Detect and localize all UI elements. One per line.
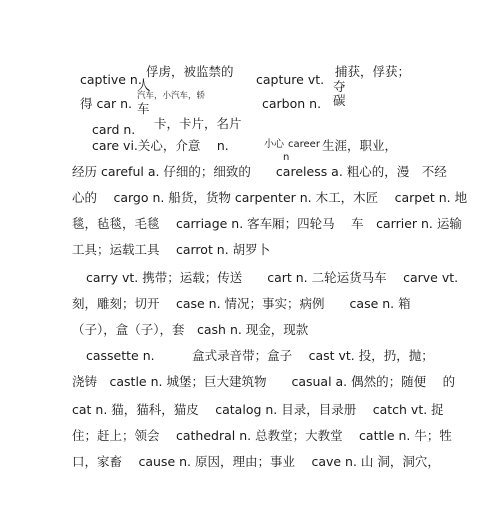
text-line: 住；赶上；领会 cathedral n. 总教堂；大教堂 cattle n. 牛；牲 — [72, 428, 452, 443]
gloss-car-cont: 车 — [137, 101, 150, 116]
entry-career: career — [288, 139, 320, 150]
entry-captive: captive n. — [80, 72, 142, 87]
text-line: 经历 careful a. 仔细的；细致的 careless a. 粗心的，漫 不经 — [72, 164, 447, 179]
gloss-card: 卡，卡片，名片 — [154, 116, 242, 131]
entry-card: card n. — [92, 122, 136, 137]
gloss-captive: 俘虏，被监禁的 — [146, 64, 234, 79]
gloss-career: 生涯，职业， — [322, 138, 398, 153]
gloss-capture-cont: 夺 — [333, 79, 346, 94]
text-line: cassette n. 盒式录音带；盒子 cast vt. 投，扔，抛； — [86, 348, 434, 363]
text-line: 口，家畜 cause n. 原因，理由；事业 cave n. 山 洞，洞穴， — [72, 454, 440, 469]
text-line: （子），盒（子），套 cash n. 现金，现款 — [72, 322, 309, 337]
gloss-car: 汽车，小汽车，轿 — [137, 91, 206, 101]
gloss-capture: 捕获，俘获； — [335, 64, 411, 79]
text-line: 工具；运载工具 carrot n. 胡罗卜 — [72, 242, 271, 257]
text-line: cat n. 猫，猫科，猫皮 catalog n. 目录，目录册 catch vt. 捉 — [72, 402, 444, 417]
gloss-care: 小心 — [264, 139, 284, 150]
text-line: 心的 cargo n. 船货，货物 carpenter n. 木工，木匠 carpet n. 地 — [72, 190, 468, 205]
entry-carbon: carbon n. — [262, 96, 322, 111]
entry-care: care vi.关心，介意 n. — [92, 138, 229, 153]
gloss-carbon: 碳 — [333, 93, 346, 108]
entry-capture: capture vt. — [256, 72, 325, 87]
entry-career-pos: n — [283, 152, 290, 163]
text-line: carry vt. 携带；运载；传送 cart n. 二轮运货马车 carve vt. — [86, 270, 459, 285]
text-line: 刻，雕刻；切开 case n. 情况；事实；病例 case n. 箱 — [72, 296, 411, 311]
text-line: 浇铸 castle n. 城堡；巨大建筑物 casual a. 偶然的；随便 的 — [72, 374, 456, 389]
entry-car: 得 car n. — [80, 96, 133, 111]
gloss-captive-cont: 人 — [137, 78, 151, 94]
text-line: 毯，毡毯，毛毯 carriage n. 客车厢；四轮马 车 carrier n. 运输 — [72, 216, 462, 231]
